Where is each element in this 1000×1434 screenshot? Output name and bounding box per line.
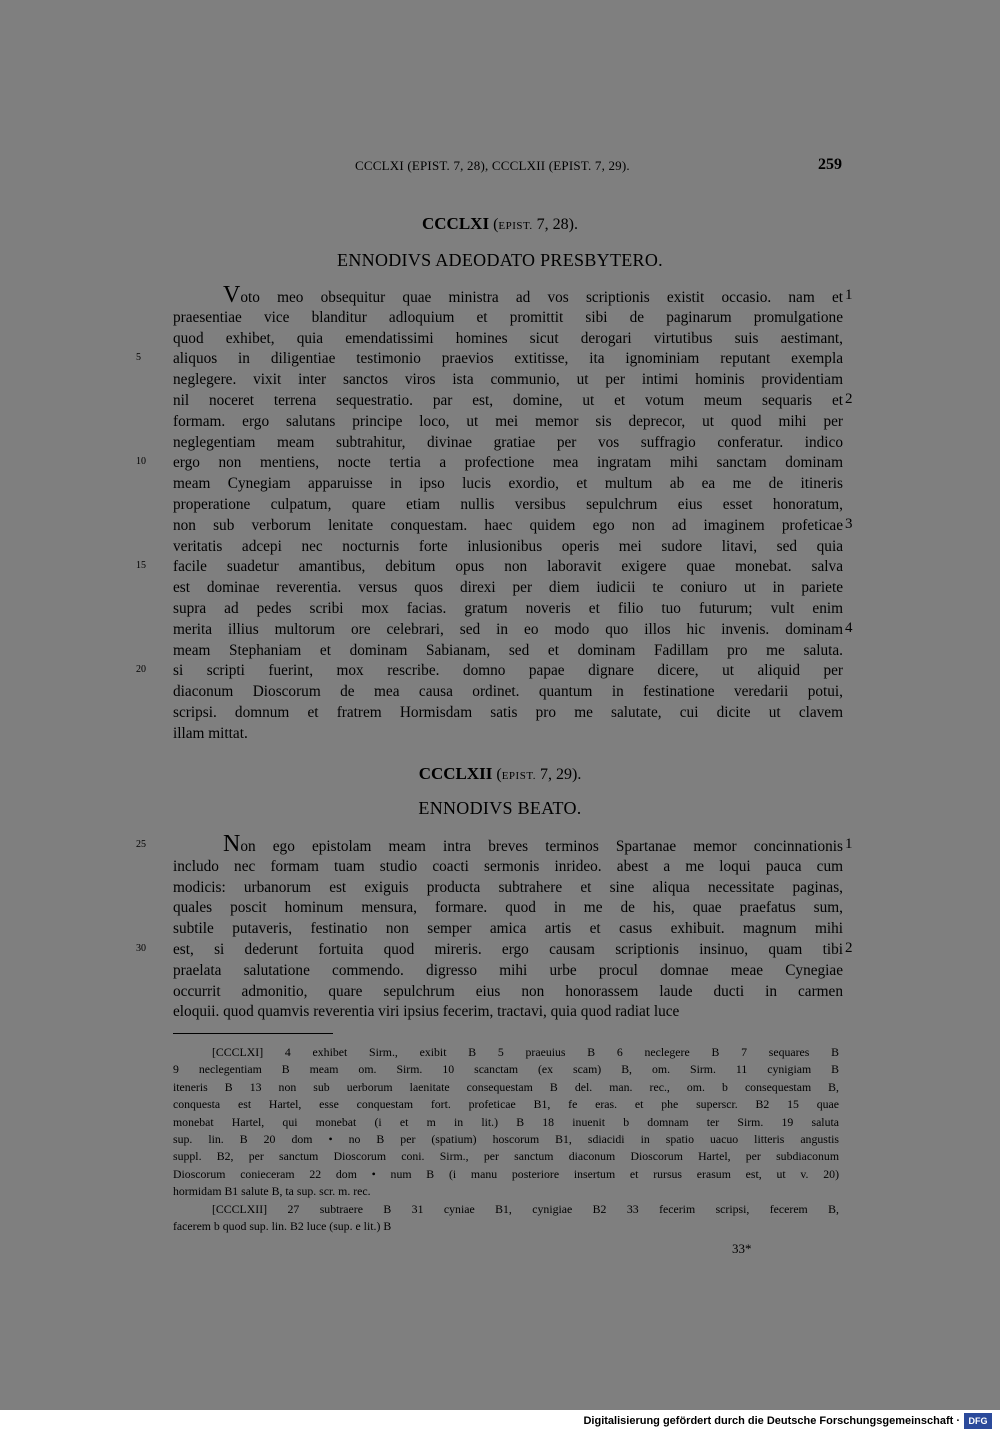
letter2-number-heading bbox=[0, 764, 1000, 784]
text-line: ergo non mentiens, nocte tertia a profectione mea ingratam mihi sanctam dominam bbox=[173, 454, 843, 472]
text-line: properatione culpatum, quare etiam nullis versibus sepulchrum eius esset honoratum, bbox=[173, 496, 843, 513]
letter1-ref-rest: 7, 28). bbox=[532, 216, 578, 233]
text-line: includo nec formam tuam studio coacti sermonis inrideo. abest a me loqui pauca cum bbox=[173, 857, 843, 875]
apparatus-line: sup. lin. B 20 dom • no B per (spatium) hoscorum B1, sdiacidi in spatio uacuo litteris angustis bbox=[173, 1132, 839, 1146]
letter1-ref-small: EPIST. bbox=[498, 220, 533, 232]
text-line: modicis: urbanorum est exiguis producta subtrahere et sine aliqua necessitate paginas, bbox=[173, 878, 843, 896]
apparatus-line: hormidam B1 salute B, ta sup. scr. m. rec. bbox=[173, 1184, 371, 1199]
apparatus-line: monebat Hartel, qui monebat (i et m in lit.) B 18 inuenit b domnam ter Sirm. 19 saluta bbox=[173, 1114, 839, 1129]
footer-credit: Digitalisierung gefördert durch die Deutsche Forschungsgemeinschaft · bbox=[583, 1415, 960, 1427]
text-line: quales poscit hominum mensura, formare. quod in me de his, quae praefatus sum, bbox=[173, 899, 843, 917]
apparatus-line: iteneris B 13 non sub uerborum laenitate consequestam B del. man. rec., om. b consequestam B, bbox=[173, 1079, 839, 1094]
apparatus-line: 9 neclegentiam B meam om. Sirm. 10 scanctam (ex scam) B, om. Sirm. 11 cynigiam B bbox=[173, 1062, 839, 1077]
line-number: 20 bbox=[136, 664, 146, 676]
text-line: scripsi. domnum et fratrem Hormisdam satis pro me salutate, cui dicite ut clavem bbox=[173, 704, 843, 721]
section-number: 2 bbox=[845, 391, 853, 407]
apparatus-line: suppl. B2, per sanctum Dioscorum coni. Sirm., per sanctum diaconum Dioscorum Hartel, per subdiaconum bbox=[173, 1149, 839, 1164]
apparatus-line: [CCCLXI] 4 exhibet Sirm., exibit B 5 praeuius B 6 neclegere B 7 sequares B bbox=[212, 1045, 839, 1059]
line-number: 5 bbox=[136, 352, 141, 364]
text-line: occurrit admonitio, quare sepulchrum eius non honorassem laude ducti in carmen bbox=[173, 982, 843, 1000]
text-line: veritatis adcepi nec nocturnis forte inlusionibus operis mei sudore litavi, sed quia bbox=[173, 537, 843, 555]
text-line: nil noceret terrena sequestratio. par est, domine, ut et votum meum sequaris et bbox=[173, 392, 843, 409]
text-line: si scripti fuerint, mox rescribe. domno papae dignare dicere, ut aliquid per bbox=[173, 662, 843, 680]
text-line: est, si dederunt fortuita quod mireris. ergo causam scriptionis insinuo, quam tibi bbox=[173, 941, 843, 958]
text-line: meam Stephaniam et dominam Sabianam, sed et dominam Fadillam pro me saluta. bbox=[173, 641, 843, 659]
text-line: neglegere. vixit inter sanctos viros ista communio, ut per intimi hominis providentiam bbox=[173, 371, 843, 389]
line-number: 30 bbox=[136, 943, 146, 954]
text-line: subtile putaveris, festinatio non semper amica artis et casus exhibuit. magnum mihi bbox=[173, 920, 843, 938]
section-number: 2 bbox=[845, 940, 853, 956]
text-line: facile suadetur amantibus, debitum opus non laboravit exigere quae monebat. salva bbox=[173, 558, 843, 576]
text-line: merita illius multorum ore celebrari, sed in eo modo quo illos hic invenis. dominam bbox=[173, 620, 843, 638]
line-number: 10 bbox=[136, 456, 146, 468]
signature-mark: 33* bbox=[732, 1241, 752, 1256]
page-number: 259 bbox=[818, 156, 842, 173]
apparatus-line: facerem b quod sup. lin. B2 luce (sup. e lit.) B bbox=[173, 1219, 392, 1233]
letter1-number-heading bbox=[0, 214, 1000, 234]
running-head: CCCLXI (EPIST. 7, 28), CCCLXII (EPIST. 7, 29). bbox=[355, 158, 630, 173]
text-line: eloquii. quod quamvis reverentia viri ipsius fecerim, tractavi, quia quod radiat luce bbox=[173, 1003, 680, 1021]
letter2-number: CCCLXII bbox=[418, 764, 493, 783]
letter2-ref-open: ( bbox=[492, 766, 502, 783]
letter1-number: CCCLXI bbox=[422, 214, 490, 233]
text-line: Voto meo obsequitur quae ministra ad vos scriptionis existit occasio. nam et bbox=[223, 282, 843, 308]
text-line: praelata salutatione commendo. digresso mihi urbe procul domnae meae Cynegiae bbox=[173, 961, 843, 979]
text-line: formam. ergo salutans principe loco, ut mei memor sis deprecor, ut quod mihi per bbox=[173, 412, 843, 430]
text-line: illam mittat. bbox=[173, 724, 248, 742]
text-line: Non ego epistolam meam intra breves terminos Spartanae memor concinnationis bbox=[223, 831, 843, 857]
dfg-logo: DFG bbox=[964, 1413, 992, 1429]
text-line: neglegentiam meam subtrahitur, divinae gratiae per vos suffragio conferatur. indico bbox=[173, 433, 843, 451]
text-line: quod exhibet, quia emendatissimi homines sicut derogari virtutibus suis aestimant, bbox=[173, 329, 843, 347]
text-line: non sub verborum lenitate conquestam. haec quidem ego non ad imaginem profeticae bbox=[173, 516, 843, 534]
section-number: 4 bbox=[845, 619, 853, 636]
section-number: 3 bbox=[845, 515, 853, 532]
text-line: aliquos in diligentiae testimonio praevios extitisse, ita ignominiam reputant exempla bbox=[173, 350, 843, 368]
digitization-footer bbox=[0, 1410, 1000, 1434]
text-line: est dominae reverentia. versus quos direxi per diem iudicii te coniuro ut in pariete bbox=[173, 579, 843, 597]
text-line: meam Cynegiam apparuisse in ipso lucis exordio, et multum ab ea me de itineris bbox=[173, 475, 843, 493]
section-number: 1 bbox=[845, 836, 853, 852]
letter1-ref-open: ( bbox=[489, 216, 499, 233]
text-line: supra ad pedes scribi mox facias. gratum noveris et filio tuo futurum; vult enim bbox=[173, 600, 843, 617]
letter2-ref-small: EPIST. bbox=[501, 770, 536, 782]
letter2-ref-rest: 7, 29). bbox=[535, 766, 582, 783]
footnote-rule bbox=[173, 1033, 333, 1034]
text-line: diaconum Dioscorum de mea causa ordinet. quantum in festinatione veredarii potui, bbox=[173, 683, 843, 701]
apparatus-line: Dioscorum conieceram 22 dom • num B (i manu posteriore insertum et rursus erasum est, ut v. 20) bbox=[173, 1166, 839, 1181]
text-line: praesentiae vice blanditur adloquium et promittit sibi de paginarum promulgatione bbox=[173, 308, 843, 326]
letter2-title: ENNODIVS BEATO. bbox=[418, 798, 582, 818]
line-number: 15 bbox=[136, 560, 146, 572]
apparatus-line: conquesta est Hartel, esse conquestam fort. profeticae B1, fe eras. et phe superscr. B2 15 quae bbox=[173, 1097, 839, 1112]
letter1-title: ENNODIVS ADEODATO PRESBYTERO. bbox=[337, 250, 663, 270]
line-number: 25 bbox=[136, 839, 146, 850]
section-number: 1 bbox=[845, 287, 853, 303]
apparatus-line: [CCCLXII] 27 subtraere B 31 cyniae B1, cynigiae B2 33 fecerim scripsi, fecerem B, bbox=[212, 1201, 839, 1216]
